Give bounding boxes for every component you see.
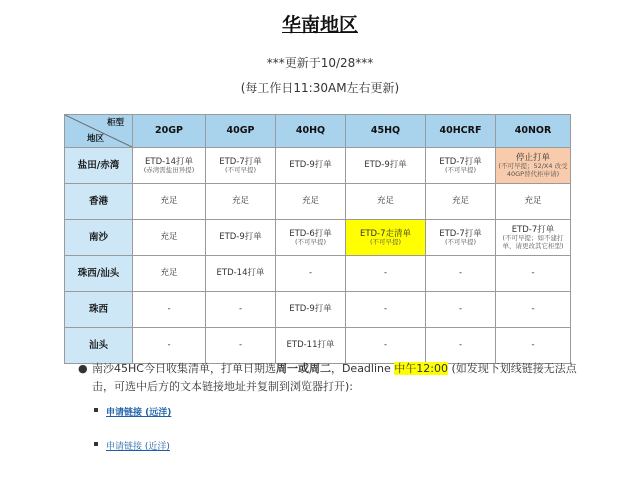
update-schedule: (每工作日11:30AM左右更新) (240, 81, 400, 95)
notes-bold-days: 周一或周二 (275, 362, 331, 375)
column-header: 20GP (133, 115, 206, 148)
table-cell (346, 256, 426, 292)
table-cell (496, 184, 571, 220)
table-row (65, 292, 571, 328)
cell-status: 充足 (524, 196, 542, 207)
cell-status: ETD-14打单 (216, 268, 265, 279)
cell-status: ETD-6打单 (289, 228, 332, 239)
page-title: 华南地区 (281, 14, 358, 36)
cell-status: - (383, 340, 388, 351)
cell-status: 充足 (231, 196, 249, 207)
cell-note: (赤湾需盐田异提) (143, 165, 195, 174)
cell-status: 充足 (451, 196, 469, 207)
cell-status: ETD-9打单 (364, 160, 407, 171)
table-cell (276, 256, 346, 292)
notes-text: 南沙45HC今日收集清单，打单日期选 (92, 362, 276, 375)
table-cell (276, 328, 346, 364)
cell-status: ETD-9打单 (289, 304, 332, 315)
cell-note: (不可早提) (444, 165, 477, 174)
table-cell (276, 148, 346, 184)
notes-item (74, 360, 594, 456)
row-header: 珠西 (65, 292, 133, 328)
cell-status: ETD-7打单 (439, 156, 482, 167)
deadline-highlight: 中午12:00 (394, 362, 448, 375)
row-header: 汕头 (65, 328, 133, 364)
cell-status: - (167, 304, 171, 315)
table-row (65, 148, 571, 184)
table-cell-highlighted (346, 220, 426, 256)
cell-status: 充足 (160, 196, 178, 207)
column-header: 40HCRF (426, 115, 496, 148)
table-row (65, 220, 571, 256)
table-row (65, 256, 571, 292)
cell-status: ETD-11打单 (286, 340, 335, 351)
table-cell (206, 256, 276, 292)
row-header: 珠西/汕头 (65, 256, 133, 292)
cell-note: (不可早提；52/X4 改受40GP替代柜申请) (498, 161, 568, 178)
notes-text: ，Deadline (330, 362, 395, 375)
row-header: 南沙 (65, 220, 133, 256)
corner-label-region: 地区 (87, 133, 105, 144)
table-cell (133, 328, 206, 364)
cell-status: - (531, 268, 535, 279)
row-header: 盐田/赤湾 (65, 148, 133, 184)
table-cell (346, 148, 426, 184)
cell-status: - (531, 340, 535, 351)
cell-status: ETD-7打单 (219, 156, 262, 167)
links-list (92, 404, 594, 456)
table-cell (206, 148, 276, 184)
cell-status: ETD-7走清单 (359, 228, 412, 239)
table-cell (426, 220, 496, 256)
table-cell (426, 184, 496, 220)
cell-status: 充足 (160, 232, 178, 243)
table-cell (426, 148, 496, 184)
table-cell (133, 292, 206, 328)
cell-note: (不可早提) (444, 237, 477, 246)
column-header: 40NOR (496, 115, 571, 148)
cell-status: - (458, 268, 463, 279)
cell-status: 停止打单 (515, 152, 550, 163)
table-header-row (65, 115, 571, 148)
table-cell (206, 184, 276, 220)
cell-status: - (458, 340, 463, 351)
table-cell (346, 292, 426, 328)
cell-status: - (238, 304, 243, 315)
cell-status: - (531, 304, 535, 315)
cell-status: 充足 (301, 196, 319, 207)
column-header: 40GP (206, 115, 276, 148)
cell-note: (不可早提；如不建打单，请更改其它柜型) (502, 233, 564, 250)
column-header: 40HQ (276, 115, 346, 148)
cell-status: 充足 (160, 268, 178, 279)
table-cell (133, 148, 206, 184)
corner-header (65, 115, 133, 148)
corner-label-container: 柜型 (106, 118, 124, 128)
cell-status: - (383, 304, 388, 315)
table-row (65, 328, 571, 364)
table-cell (426, 292, 496, 328)
cell-status: - (167, 340, 171, 351)
table-cell (206, 328, 276, 364)
cell-status: - (383, 268, 388, 279)
table-cell (346, 184, 426, 220)
table-row (65, 184, 571, 220)
square-bullet-icon (94, 442, 98, 446)
table-cell (276, 292, 346, 328)
table-cell (496, 328, 571, 364)
cell-status: - (308, 268, 313, 279)
cell-status: - (458, 304, 463, 315)
apply-link-ocean[interactable]: 申请链接 (远洋) (106, 408, 172, 418)
cell-status: - (238, 340, 243, 351)
cell-status: ETD-9打单 (219, 232, 262, 243)
table-cell (496, 220, 571, 256)
bullet-dot-icon: ● (78, 362, 88, 375)
cell-status: ETD-14打单 (145, 156, 193, 167)
table-cell (496, 292, 571, 328)
column-header: 45HQ (346, 115, 426, 148)
cell-status: ETD-9打单 (289, 160, 332, 171)
availability-table (64, 114, 571, 364)
table-cell-highlighted (496, 148, 571, 184)
square-bullet-icon (94, 408, 98, 412)
cell-note: (不可早提) (294, 237, 327, 246)
table-cell (206, 292, 276, 328)
link-item (92, 438, 594, 456)
table-cell (133, 220, 206, 256)
cell-note: (不可早提) (369, 237, 402, 246)
table-cell (276, 220, 346, 256)
cell-status: ETD-7打单 (439, 228, 482, 239)
cell-status: ETD-7打单 (511, 224, 555, 235)
table-cell (133, 256, 206, 292)
table-cell (206, 220, 276, 256)
table-cell (346, 328, 426, 364)
updated-date: ***更新于10/28*** (266, 56, 374, 70)
notes-text: (如发现下划线链接无法点击，可选中后方的文本链接地址并复制到浏览器打开): (92, 362, 577, 393)
cell-note: (不可早提) (224, 165, 257, 174)
link-item (92, 404, 594, 422)
table-cell (426, 328, 496, 364)
row-header: 香港 (65, 184, 133, 220)
table-cell (133, 184, 206, 220)
table-cell (496, 256, 571, 292)
table-cell (276, 184, 346, 220)
cell-status: 充足 (376, 196, 394, 207)
table-cell (426, 256, 496, 292)
notes-list (74, 360, 594, 472)
apply-link-nearsea[interactable]: 申请链接 (近洋) (106, 442, 170, 452)
